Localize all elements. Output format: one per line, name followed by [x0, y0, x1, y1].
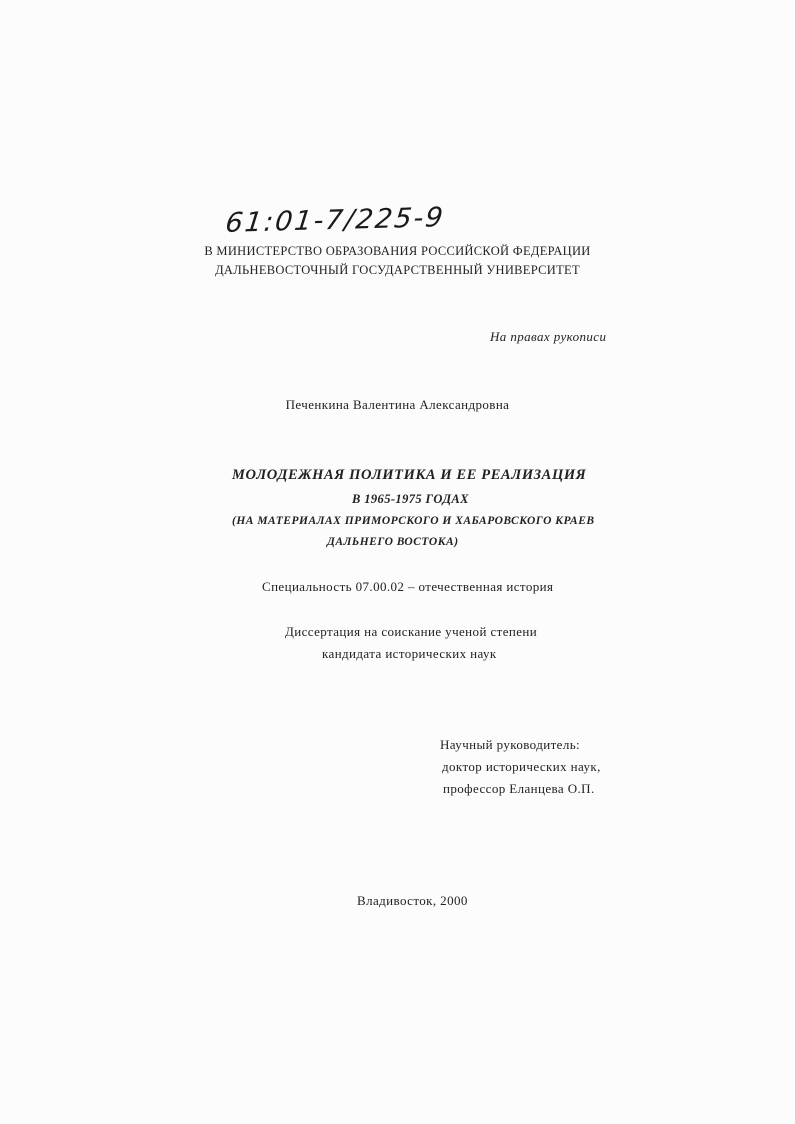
supervisor-label: Научный руководитель: — [440, 737, 581, 752]
handwritten-catalog-number: 61:01-7/225-9 — [223, 202, 447, 239]
supervisor-name: профессор Еланцева О.П. — [443, 781, 595, 796]
dissertation-line-2: кандидата исторических наук — [322, 646, 497, 661]
supervisor-degree: доктор исторических наук, — [442, 759, 601, 774]
title-line-4: ДАЛЬНЕГО ВОСТОКА) — [327, 536, 459, 548]
title-line-3: (НА МАТЕРИАЛАХ ПРИМОРСКОГО И ХАБАРОВСКОГО КРАЕВ — [232, 515, 595, 527]
title-line-1: МОЛОДЕЖНАЯ ПОЛИТИКА И ЕЕ РЕАЛИЗАЦИЯ — [232, 467, 587, 483]
rights-note: На правах рукописи — [490, 329, 607, 344]
ministry-name: В МИНИСТЕРСТВО ОБРАЗОВАНИЯ РОССИЙСКОЙ ФЕДЕРАЦИИ — [204, 244, 591, 258]
specialty: Специальность 07.00.02 – отечественная история — [262, 579, 554, 594]
author-name: Печенкина Валентина Александровна — [285, 397, 510, 412]
dissertation-line-1: Диссертация на соискание ученой степени — [285, 624, 538, 639]
title-line-2: В 1965-1975 ГОДАХ — [352, 492, 469, 506]
university-name: ДАЛЬНЕВОСТОЧНЫЙ ГОСУДАРСТВЕННЫЙ УНИВЕРСИТЕТ — [215, 263, 580, 277]
city-year: Владивосток, 2000 — [357, 893, 468, 908]
